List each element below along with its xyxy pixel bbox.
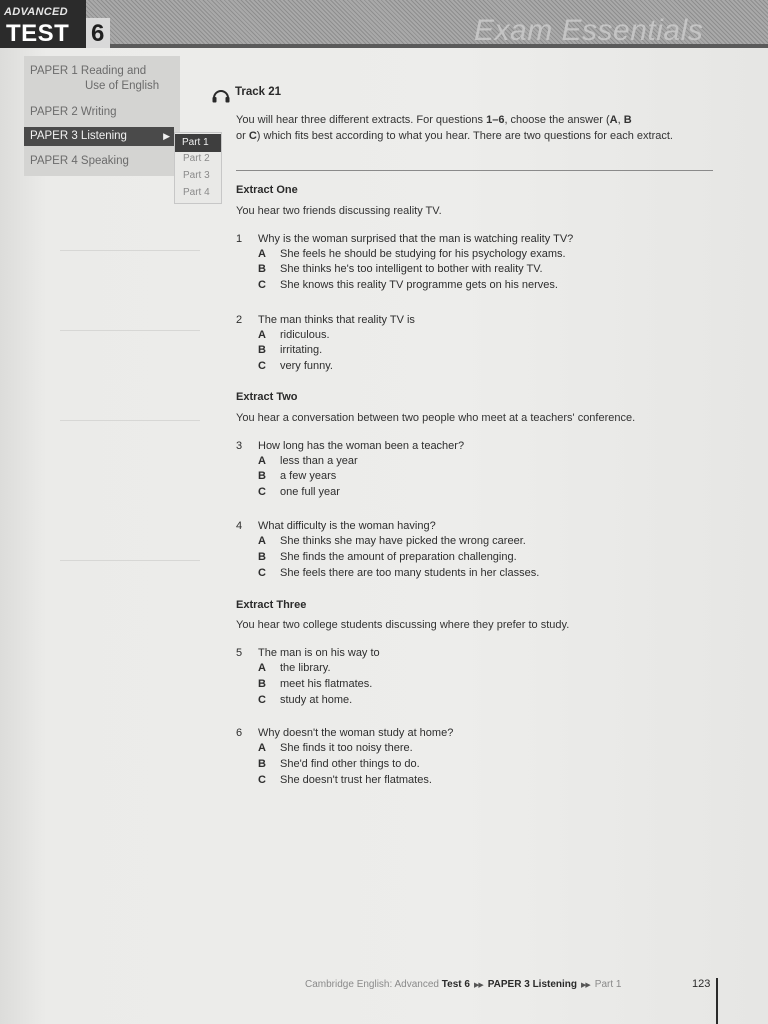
option: C She knows this reality TV programme gets on his nerves. (258, 279, 558, 291)
page-number: 123 (692, 978, 711, 990)
track-label: Track 21 (235, 86, 282, 98)
part-2: Part 2 (183, 153, 210, 164)
nav-paper-1: PAPER 1 Reading and Use of English (30, 65, 160, 92)
headphones-icon (212, 87, 230, 103)
bleed-line (60, 420, 200, 421)
instructions: You will hear three different extracts. For questions 1–6, choose the answer (A, B or C) which fits best according to what you hear. There are two questions for each extract. (236, 114, 673, 142)
series-label: ADVANCED (4, 6, 68, 18)
part-4: Part 4 (183, 187, 210, 198)
test-word: TEST (6, 20, 70, 47)
option: C She feels there are too many students in her classes. (258, 567, 540, 579)
part-menu (174, 132, 222, 204)
option: A the library. (258, 662, 331, 674)
part-1-active: Part 1 (175, 134, 221, 152)
option: A ridiculous. (258, 329, 330, 341)
nav-paper-3-active: PAPER 3 Listening ▶ (24, 127, 174, 146)
extract-context: You hear two friends discussing reality TV. (236, 205, 442, 217)
arrow-right-icon: ▶ (163, 131, 170, 141)
extract-title: Extract Three (236, 599, 307, 611)
option: C very funny. (258, 360, 333, 372)
extract-context: You hear two college students discussing where they prefer to study. (236, 619, 570, 631)
option: B She finds the amount of preparation challenging. (258, 551, 517, 563)
extract-context: You hear a conversation between two people who meet at a teachers' conference. (236, 412, 636, 424)
part-3: Part 3 (183, 170, 210, 181)
option: B a few years (258, 470, 337, 482)
option: B irritating. (258, 344, 323, 356)
divider (236, 170, 713, 171)
nav-paper-4: PAPER 4 Speaking (30, 155, 129, 167)
page-edge-rule (716, 978, 718, 1024)
running-footer: Cambridge English: Advanced Test 6 ▶▶ PAPER 3 Listening ▶▶ Part 1 (305, 979, 622, 990)
option: B She'd find other things to do. (258, 758, 420, 770)
option: C She doesn't trust her flatmates. (258, 774, 432, 786)
test-number: 6 (91, 20, 105, 47)
bleed-line (60, 560, 200, 561)
option: A less than a year (258, 455, 358, 467)
nav-paper-2: PAPER 2 Writing (30, 106, 117, 118)
option: A She thinks she may have picked the wrong career. (258, 535, 526, 547)
bleed-line (60, 330, 200, 331)
extract-title: Extract One (236, 184, 298, 196)
option: B meet his flatmates. (258, 678, 373, 690)
option: C study at home. (258, 694, 353, 706)
double-arrow-icon: ▶▶ (581, 982, 590, 989)
extract-title: Extract Two (236, 391, 298, 403)
option: A She feels he should be studying for his psychology exams. (258, 248, 566, 260)
test-badge (0, 0, 86, 48)
bleed-line (60, 250, 200, 251)
option: B She thinks he's too intelligent to bother with reality TV. (258, 263, 543, 275)
double-arrow-icon: ▶▶ (473, 982, 483, 989)
option: C one full year (258, 486, 340, 498)
brand-title: Exam Essentials (474, 14, 704, 47)
option: A She finds it too noisy there. (258, 742, 413, 754)
